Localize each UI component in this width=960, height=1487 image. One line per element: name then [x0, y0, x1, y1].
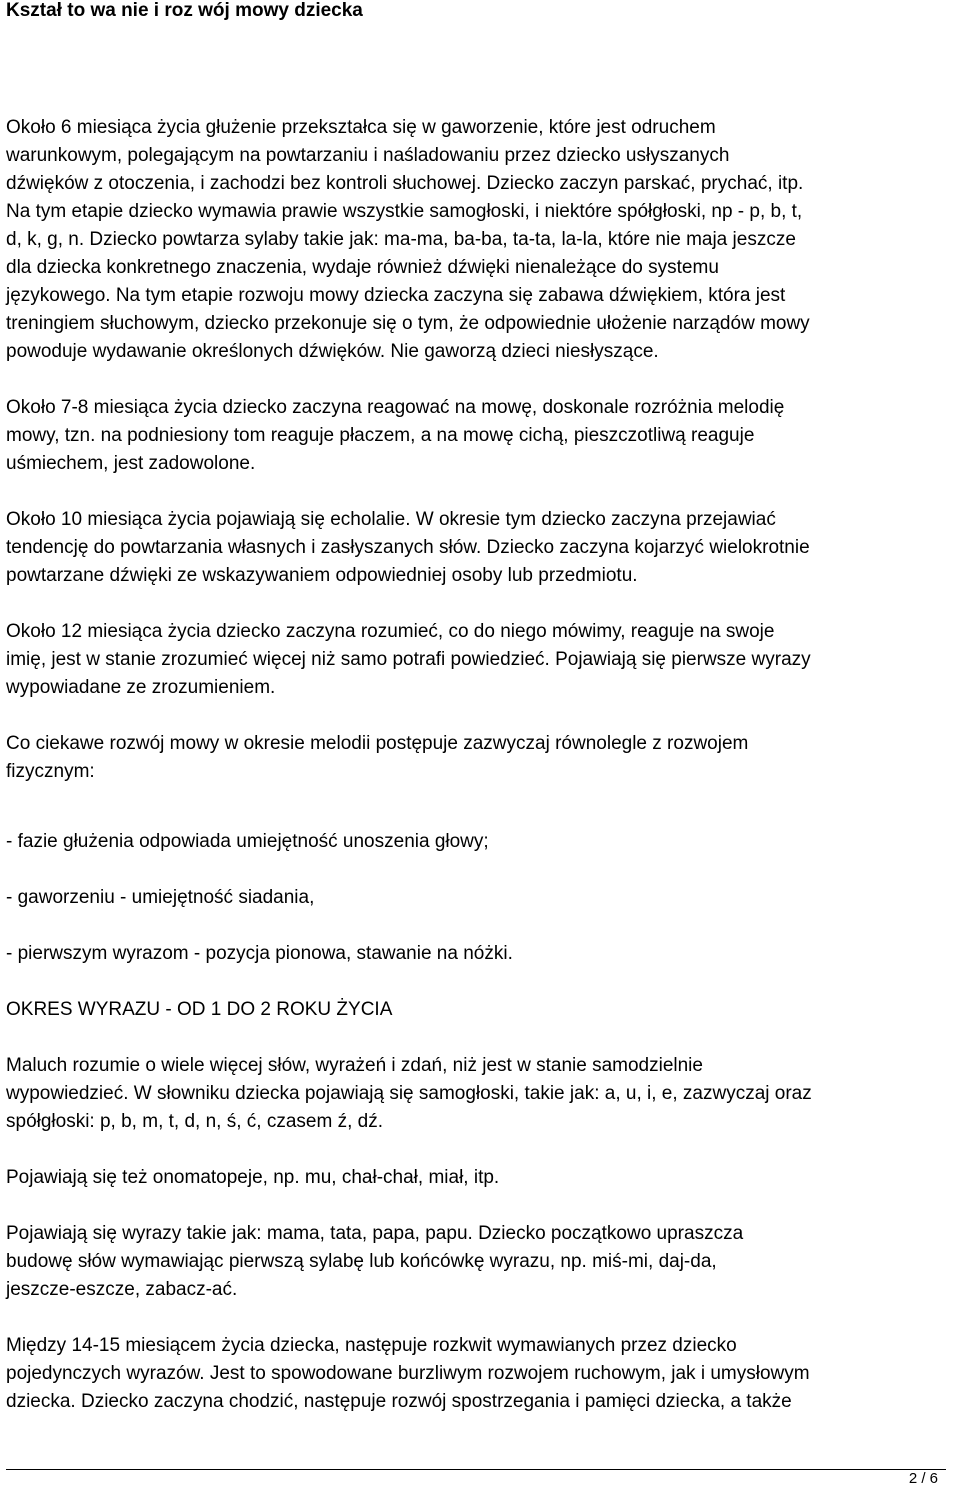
text-line: - gaworzeniu - umiejętność siadania, [6, 887, 315, 908]
text-line: spółgłoski: p, b, m, t, d, n, ś, ć, czasem ź, dź. [6, 1111, 383, 1132]
text-line: treningiem słuchowym, dziecko przekonuje się o tym, że odpowiednie ułożenie narządów mowy [6, 313, 810, 334]
text-line: mowy, tzn. na podniesiony tom reaguje płaczem, a na mowę cichą, pieszczotliwą reaguje [6, 425, 755, 446]
text-line: dźwięków z otoczenia, i zachodzi bez kontroli słuchowej. Dziecko zaczyn parskać, prychać, itp. [6, 173, 804, 194]
text-line: tendencję do powtarzania własnych i zasłyszanych słów. Dziecko zaczyna kojarzyć wielokrotnie [6, 537, 810, 558]
text-line: wypowiadane ze zrozumieniem. [6, 677, 276, 698]
text-line: imię, jest w stanie zrozumieć więcej niż samo potrafi powiedzieć. Pojawiają się pierwsze wyrazy [6, 649, 811, 670]
text-line: Maluch rozumie o wiele więcej słów, wyrażeń i zdań, niż jest w stanie samodzielnie [6, 1055, 703, 1076]
text-line: Między 14-15 miesiącem życia dziecka, następuje rozkwit wymawianych przez dziecko [6, 1335, 737, 1356]
page-number: 2 / 6 [908, 1470, 938, 1487]
text-line: - fazie głużenia odpowiada umiejętność unoszenia głowy; [6, 831, 489, 852]
list-item-sitting [6, 884, 956, 912]
footer-divider [6, 1469, 946, 1470]
text-line: warunkowym, polegającym na powtarzaniu i naśladowaniu przez dziecko usłyszanych [6, 145, 730, 166]
paragraph-10-months [6, 506, 956, 590]
paragraph-vocabulary [6, 1052, 956, 1136]
text-line: pojedynczych wyrazów. Jest to spowodowane burzliwym rozwojem ruchowym, jak i umysłowym [6, 1363, 810, 1384]
list-item-standing [6, 940, 956, 968]
text-line: Około 12 miesiąca życia dziecko zaczyna rozumieć, co do niego mówimy, reaguje na swoje [6, 621, 775, 642]
paragraph-6-months [6, 114, 956, 366]
text-line: Na tym etapie dziecko wymawia prawie wszystkie samogłoski, i niektóre spółgłoski, np - p, b, t, [6, 201, 803, 222]
paragraph-first-words [6, 1220, 956, 1304]
section-heading [6, 996, 956, 1024]
text-line: Pojawiają się wyrazy takie jak: mama, tata, papa, papu. Dziecko początkowo upraszcza [6, 1223, 744, 1244]
text-line: dziecka. Dziecko zaczyna chodzić, następuje rozwój spostrzegania i pamięci dziecka, a także [6, 1391, 792, 1412]
paragraph-14-15-months [6, 1332, 956, 1416]
text-line: budowę słów wymawiając pierwszą sylabę lub końcówkę wyrazu, np. miś-mi, daj-da, [6, 1251, 717, 1272]
text-line: jeszcze-eszcze, zabacz-ać. [6, 1279, 238, 1300]
text-line: dla dziecka konkretnego znaczenia, wydaje również dźwięki nienależące do systemu [6, 257, 719, 278]
text-line: Pojawiają się też onomatopeje, np. mu, chał-chał, miał, itp. [6, 1167, 500, 1188]
text-line: uśmiechem, jest zadowolone. [6, 453, 256, 474]
text-line: Około 7-8 miesiąca życia dziecko zaczyna reagować na mowę, doskonale rozróżnia melodię [6, 397, 785, 418]
paragraph-physical-development [6, 730, 956, 786]
text-line: OKRES WYRAZU - OD 1 DO 2 ROKU ŻYCIA [6, 999, 393, 1020]
text-line: Około 10 miesiąca życia pojawiają się echolalie. W okresie tym dziecko zaczyna przejawiać [6, 509, 776, 530]
document-body [6, 114, 956, 1416]
text-line: powoduje wydawanie określonych dźwięków. Nie gaworzą dzieci niesłyszące. [6, 341, 659, 362]
text-line: powtarzane dźwięki ze wskazywaniem odpowiedniej osoby lub przedmiotu. [6, 565, 638, 586]
paragraph-12-months [6, 618, 956, 702]
paragraph-7-8-months [6, 394, 956, 478]
page-title: Kształ to wa nie i roz wój mowy dziecka [6, 0, 363, 21]
text-line: d, k, g, n. Dziecko powtarza sylaby takie jak: ma-ma, ba-ba, ta-ta, la-la, które nie maja jeszcze [6, 229, 796, 250]
text-line: Około 6 miesiąca życia głużenie przekształca się w gaworzenie, które jest odruchem [6, 117, 716, 138]
text-line: - pierwszym wyrazom - pozycja pionowa, stawanie na nóżki. [6, 943, 513, 964]
text-line: wypowiedzieć. W słowniku dziecka pojawiają się samogłoski, takie jak: a, u, i, e, zazwyczaj oraz [6, 1083, 812, 1104]
list-item-head-lifting [6, 828, 956, 856]
text-line: Co ciekawe rozwój mowy w okresie melodii postępuje zazwyczaj równolegle z rozwojem [6, 733, 749, 754]
text-line: językowego. Na tym etapie rozwoju mowy dziecka zaczyna się zabawa dźwiękiem, która jest [6, 285, 786, 306]
text-line: fizycznym: [6, 761, 95, 782]
paragraph-onomatopoeia [6, 1164, 956, 1192]
